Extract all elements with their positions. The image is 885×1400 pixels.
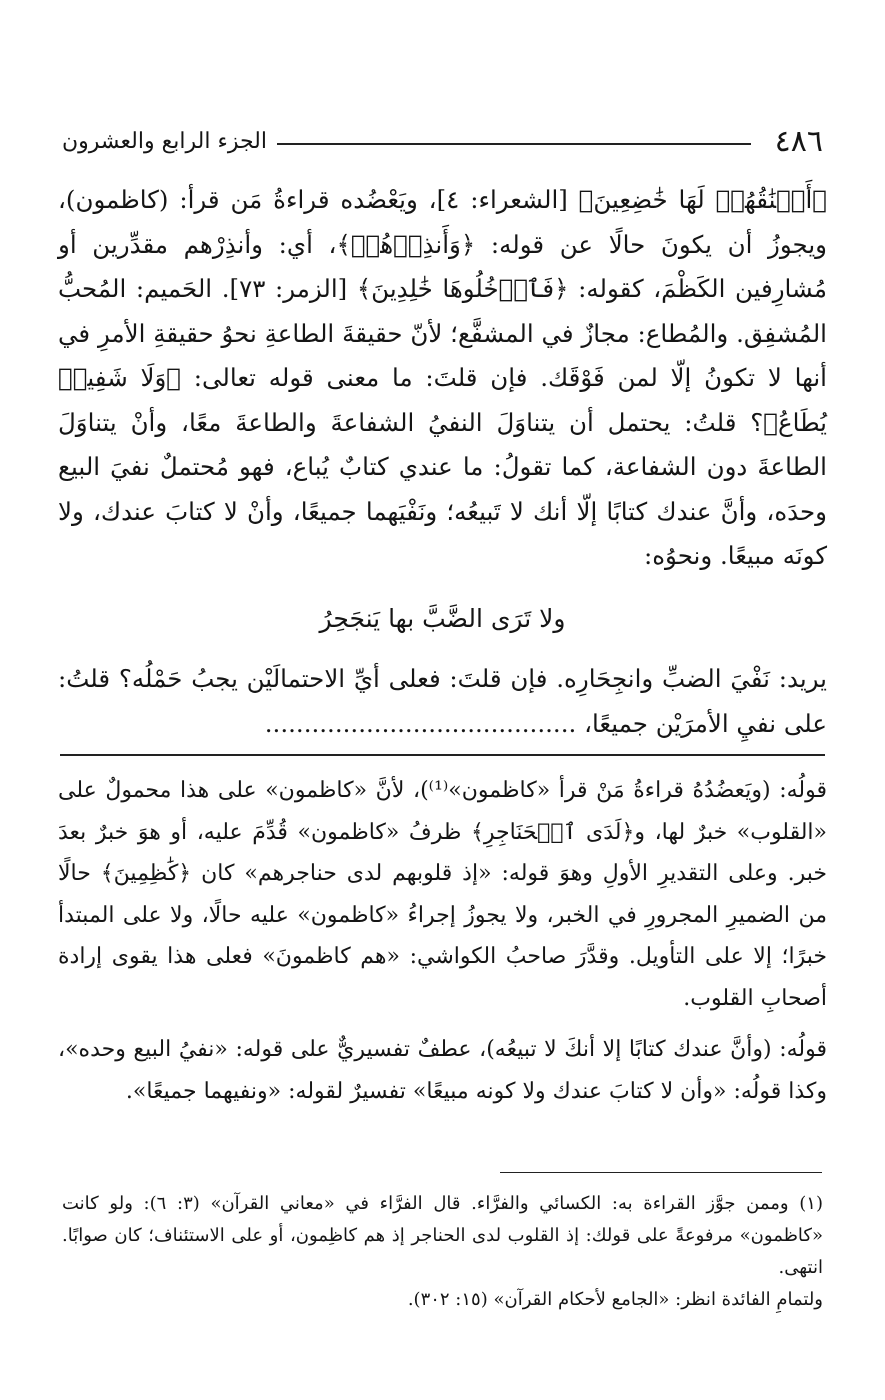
main-text (58, 178, 827, 746)
section-divider (60, 754, 825, 756)
header-rule (277, 143, 751, 145)
verse-line: ولا تَرَى الضَّبَّ بها يَنجَحِرُ (319, 603, 566, 633)
commentary (58, 770, 827, 1122)
footnotes (62, 1188, 823, 1316)
page-number: ٤٨٦ (774, 124, 823, 159)
main-paragraph-1: ﴿أَعۡنَٰقُهُمۡ لَهَا خَٰضِعِينَ﴾ [الشعراء: ٤]، ويَعْضُده قراءةُ مَن قرأ: (كاظمون)، ويجوزُ أن يكونَ حالًا عن قوله: ﴿وَأَنذِرۡهُمۡ﴾، أي: وأنذِرْهم مقدِّرين أو مُشارِفين الكَظْمَ، كقوله: ﴿فَٱدۡخُلُوهَا خَٰلِدِينَ﴾ [الزمر: ٧٣]. الحَميم: المُحبُّ المُشفِق. والمُطاع: مجازٌ في المشفَّع؛ لأنّ حقيقةَ الطاعةِ نحوُ حقيقةِ الأمرِ في أنها لا تكونُ إلّا لمن فَوْقَك. فإن قلتَ: ما معنى قوله تعالى: ﴿وَلَا شَفِيعٖ يُطَاعُ﴾؟ قلتُ: يحتمل أن يتناوَلَ النفيُ الشفاعةَ والطاعةَ معًا، وأنْ يتناوَلَ الطاعةَ دون الشفاعة، كما تقولُ: ما عندي كتابٌ يُباع، فهو مُحتملٌ نفيَ البيع وحدَه، وأنَّ عندك كتابًا إلّا أنك لا تَبيعُه؛ ونَفْيَهما جميعًا، وأنْ لا كتابَ عندك، ولا كونَه مبيعًا. ونحوُه: (58, 185, 828, 570)
main-paragraph-2-text: يريد: نَفْيَ الضبِّ وانجِحَارِه. فإن قلتَ: فعلى أيِّ الاحتمالَيْن يجبُ حَمْلُه؟ قلتُ: على نفيِ الأمرَيْن جميعًا، (58, 664, 827, 738)
footnote-1: (١) وممن جوَّز القراءة به: الكسائي والفرَّاء. قال الفرَّاء في «معاني القرآن» (٣: ٦): ولو كانت «كاظمون» مرفوعةً على قولك: إذ القلوب لدى الحناجر إذ هم كاظِمون، أو على الاستئناف؛ كان صوابًا. انتهى. (62, 1193, 823, 1278)
footnote-2: ولتمامِ الفائدة انظر: «الجامع لأحكام القرآن» (١٥: ٣٠٢). (407, 1289, 823, 1310)
main-paragraph-2 (58, 657, 827, 746)
commentary-paragraph-2: قولُه: (وأنَّ عندك كتابًا إلا أنكَ لا تبيعُه)، عطفٌ تفسيريٌّ على قوله: «نفيُ البيع وحده»، وكذا قولُه: «وأن لا كتابَ عندك ولا كونه مبيعًا» تفسيرٌ لقوله: «ونفيهما جميعًا». (58, 1037, 827, 1104)
ellipsis-dots: ........................................ (264, 708, 577, 738)
running-title: الجزء الرابع والعشرون (62, 129, 267, 154)
footnote-rule (500, 1172, 822, 1173)
commentary-paragraph-1: قولُه: (ويَعضُدُهُ قراءةُ مَنْ قرأ «كاظمون»⁽¹⁾)، لأنَّ «كاظمون» على هذا محمولٌ على «القلوب» خبرٌ لها، و﴿لَدَى ٱلۡحَنَاجِرِ﴾ ظرفُ «كاظمون» قُدِّمَ عليه، أو هوَ خبرٌ بعدَ خبر. وعلى التقديرِ الأولِ وهوَ قوله: «إذ قلوبهم لدى حناجرهم» كان ﴿كَٰظِمِينَ﴾ حالًا من الضميرِ المجرورِ في الخبر، ولا يجوزُ إجراءُ «كاظمون» عليه حالًا، ولا على المبتدأ خبرًا؛ إلا على التأويل. وقدَّرَ صاحبُ الكواشي: «هم كاظمونَ» فعلى هذا يقوى إرادة أصحابِ القلوب. (58, 778, 828, 1011)
running-head (62, 120, 823, 164)
